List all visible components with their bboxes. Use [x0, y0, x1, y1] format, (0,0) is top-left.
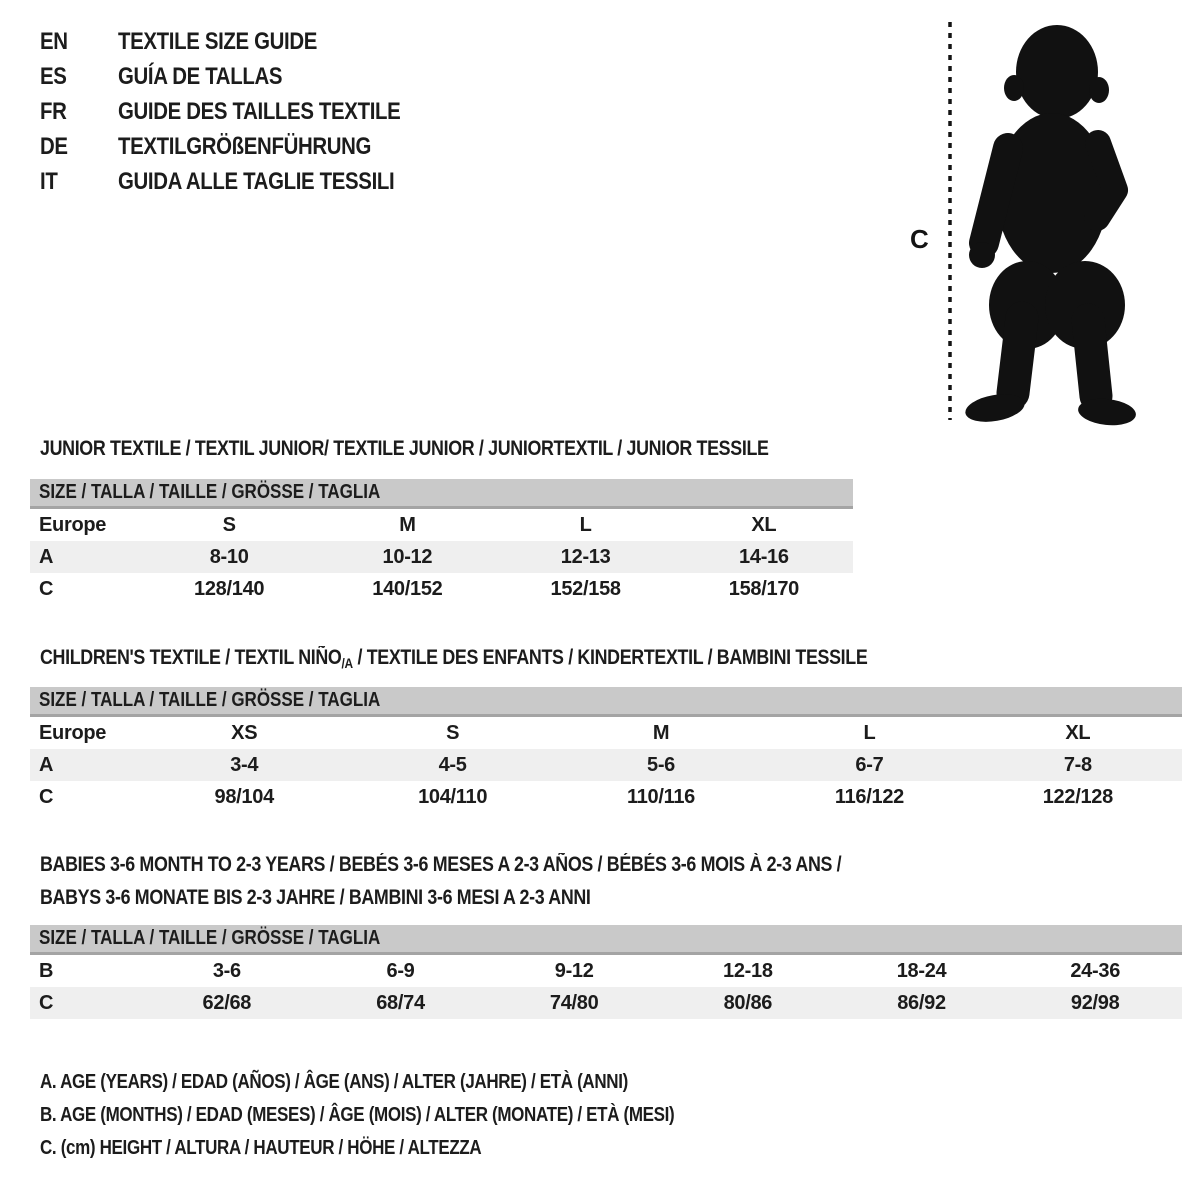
table-cell: 8-10	[209, 545, 249, 568]
language-row-es	[40, 59, 450, 94]
table-row	[30, 717, 1182, 749]
table-row	[30, 509, 853, 541]
language-row-de	[40, 129, 450, 164]
guide-title-es: GUÍA DE TALLAS	[118, 62, 283, 90]
language-row-en	[40, 24, 450, 59]
size-table-header	[30, 925, 1182, 955]
table-cell: 104/110	[418, 785, 488, 808]
size-table-header-text: SIZE / TALLA / TAILLE / GRÖSSE / TAGLIA	[39, 689, 381, 711]
row-label: A	[39, 753, 54, 776]
table-cell: M	[399, 513, 416, 536]
table-cell: 140/152	[372, 577, 443, 600]
table-cell: 12-18	[723, 959, 773, 982]
table-cell: 80/86	[723, 991, 773, 1014]
table-cell: 158/170	[728, 577, 799, 600]
row-label: B	[39, 959, 54, 982]
size-table-header-text: SIZE / TALLA / TAILLE / GRÖSSE / TAGLIA	[39, 481, 381, 503]
table-row	[30, 781, 1182, 813]
table-cell: 62/68	[202, 991, 252, 1014]
table-cell: 3-6	[212, 959, 241, 982]
language-row-it	[40, 164, 450, 199]
children-size-table	[30, 687, 1182, 813]
footnote-age-years: A. AGE (YEARS) / EDAD (AÑOS) / ÂGE (ANS) / ALTER (JAHRE) / ETÀ (ANNI)	[40, 1071, 628, 1093]
table-row	[30, 573, 853, 605]
table-cell: 3-4	[230, 753, 259, 776]
babies-size-table	[30, 925, 1182, 1019]
language-code: FR	[40, 97, 67, 125]
table-cell: XL	[1065, 721, 1091, 744]
toddler-silhouette-figure	[900, 8, 1200, 428]
junior-section-title	[40, 432, 897, 465]
table-cell: 5-6	[647, 753, 676, 776]
table-cell: 18-24	[896, 959, 947, 982]
table-cell: L	[863, 721, 876, 744]
children-section-title	[40, 641, 1013, 680]
table-cell: L	[579, 513, 592, 536]
language-code: ES	[40, 62, 67, 90]
table-cell: 6-7	[855, 753, 884, 776]
language-title-list	[40, 24, 450, 199]
table-cell: 14-16	[739, 545, 789, 568]
table-row	[30, 987, 1182, 1019]
row-label: C	[39, 577, 54, 600]
table-cell: 24-36	[1070, 959, 1121, 982]
table-cell: 86/92	[897, 991, 946, 1014]
size-table-header	[30, 479, 853, 509]
guide-title-fr: GUIDE DES TAILLES TEXTILE	[118, 97, 401, 125]
table-cell: 9-12	[554, 959, 594, 982]
table-cell: 128/140	[194, 577, 265, 600]
footnote-height-cm: C. (cm) HEIGHT / ALTURA / HAUTEUR / HÖHE / ALTEZZA	[40, 1137, 482, 1159]
guide-title-de: TEXTILGRÖßENFÜHRUNG	[118, 132, 372, 160]
babies-section-title	[40, 848, 1200, 914]
junior-section-title-text: JUNIOR TEXTILE / TEXTIL JUNIOR/ TEXTILE JUNIOR / JUNIORTEXTIL / JUNIOR TESSILE	[40, 437, 769, 460]
table-cell: 152/158	[550, 577, 621, 600]
table-cell: 10-12	[382, 545, 433, 568]
language-code: IT	[40, 167, 58, 195]
table-cell: 98/104	[214, 785, 274, 808]
footnote-age-months: B. AGE (MONTHS) / EDAD (MESES) / ÂGE (MOIS) / ALTER (MONATE) / ETÀ (MESI)	[40, 1104, 675, 1126]
row-label: Europe	[39, 721, 107, 744]
table-row	[30, 541, 853, 573]
table-row	[30, 749, 1182, 781]
junior-size-table-rows	[30, 509, 853, 605]
row-label: C	[39, 991, 54, 1014]
table-cell: 68/74	[376, 991, 425, 1014]
junior-size-table	[30, 479, 853, 605]
language-code: EN	[40, 27, 68, 55]
language-code: DE	[40, 132, 68, 160]
children-section-title-text: CHILDREN'S TEXTILE / TEXTIL NIÑO	[40, 646, 342, 669]
row-label: A	[39, 545, 54, 568]
guide-title-en: TEXTILE SIZE GUIDE	[118, 27, 318, 55]
table-cell: M	[652, 721, 670, 744]
language-row-fr	[40, 94, 450, 129]
babies-section-title-line2: BABYS 3-6 MONATE BIS 2-3 JAHRE / BAMBINI 3-6 MESI A 2-3 ANNI	[40, 886, 591, 909]
table-cell: 122/128	[1042, 785, 1113, 808]
children-size-table-rows	[30, 717, 1182, 813]
babies-size-table-rows	[30, 955, 1182, 1019]
table-cell: 6-9	[386, 959, 415, 982]
size-table-header	[30, 687, 1182, 717]
children-section-title-subscript: /A	[341, 655, 353, 671]
table-cell: 116/122	[834, 785, 904, 808]
toddler-silhouette	[963, 25, 1137, 428]
table-cell: 12-13	[560, 545, 611, 568]
legend-footnotes	[40, 1066, 786, 1165]
height-marker-label: C	[910, 224, 929, 254]
row-label: C	[39, 785, 54, 808]
table-cell: 92/98	[1070, 991, 1120, 1014]
table-cell: 110/116	[627, 785, 696, 808]
table-cell: S	[446, 721, 460, 744]
babies-section-title-line1: BABIES 3-6 MONTH TO 2-3 YEARS / BEBÉS 3-6 MESES A 2-3 AÑOS / BÉBÉS 3-6 MOIS À 2-3 ANS /	[40, 853, 842, 876]
table-cell: 7-8	[1063, 753, 1092, 776]
table-cell: XL	[751, 513, 777, 536]
table-cell: 4-5	[438, 753, 467, 776]
children-section-title-text-cont: / TEXTILE DES ENFANTS / KINDERTEXTIL / BAMBINI TESSILE	[352, 646, 868, 669]
table-cell: S	[222, 513, 236, 536]
table-row	[30, 955, 1182, 987]
table-cell: XS	[231, 721, 258, 744]
guide-title-it: GUIDA ALLE TAGLIE TESSILI	[118, 167, 395, 195]
row-label: Europe	[39, 513, 107, 536]
size-table-header-text: SIZE / TALLA / TAILLE / GRÖSSE / TAGLIA	[39, 927, 381, 949]
table-cell: 74/80	[549, 991, 599, 1014]
